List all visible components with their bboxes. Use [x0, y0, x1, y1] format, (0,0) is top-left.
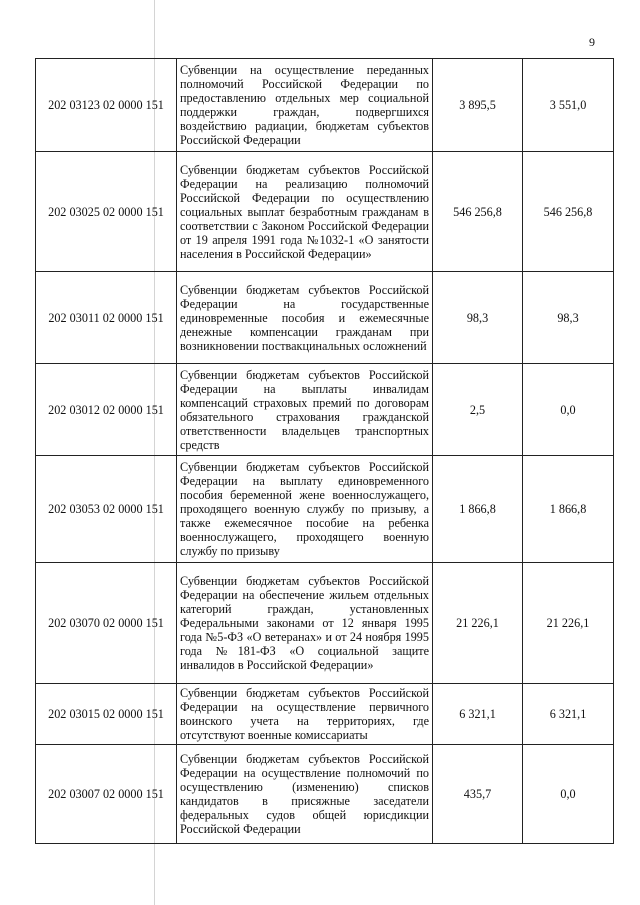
amount-2: 21 226,1 [523, 563, 614, 684]
amount-2: 0,0 [523, 745, 614, 844]
budget-code: 202 03011 02 0000 151 [36, 272, 177, 364]
budget-code: 202 03070 02 0000 151 [36, 563, 177, 684]
table-row [36, 59, 614, 152]
amount-2: 3 551,0 [523, 59, 614, 152]
budget-code: 202 03015 02 0000 151 [36, 684, 177, 745]
page-number: 9 [589, 35, 595, 49]
amount-2: 98,3 [523, 272, 614, 364]
description: Субвенции бюджетам субъектов Российской Федерации на реализацию полномочий Российской Федерации по осуществлению социальных выплат безработным гражданам в соответствии с Законом Российской Федерации от 19 апреля 1991 года №1032-1 «О занятости населения в Российской Федерации» [177, 152, 433, 272]
amount-2: 546 256,8 [523, 152, 614, 272]
amount-1: 98,3 [433, 272, 523, 364]
description: Субвенции бюджетам субъектов Российской Федерации на обеспечение жильем отдельных категорий граждан, установленных Федеральными законами от 12 января 1995 года №5-ФЗ «О ветеранах» и от 24 ноября 1995 года №181-ФЗ «О социальной защите инвалидов в Российской Федерации» [177, 563, 433, 684]
table-row [36, 456, 614, 563]
budget-code: 202 03025 02 0000 151 [36, 152, 177, 272]
budget-code: 202 03053 02 0000 151 [36, 456, 177, 563]
amount-2: 6 321,1 [523, 684, 614, 745]
table-row [36, 745, 614, 844]
description: Субвенции бюджетам субъектов Российской Федерации на осуществление полномочий по осуществлению (изменению) списков кандидатов в присяжные заседатели федеральных судов общей юрисдикции Российской Федерации [177, 745, 433, 844]
table-row [36, 684, 614, 745]
amount-1: 546 256,8 [433, 152, 523, 272]
amount-1: 1 866,8 [433, 456, 523, 563]
description: Субвенции бюджетам субъектов Российской Федерации на выплату единовременного пособия беременной жене военнослужащего, проходящего военную службу по призыву, а также ежемесячное пособие на ребенка военнослужащего, проходящего военную службу по призыву [177, 456, 433, 563]
description: Субвенции бюджетам субъектов Российской Федерации на государственные единовременные пособия и ежемесячные денежные компенсации гражданам при возникновении поствакцинальных осложнений [177, 272, 433, 364]
table-row [36, 364, 614, 456]
description: Субвенции на осуществление переданных полномочий Российской Федерации по предоставлению отдельных мер социальной поддержки граждан, подвергшихся воздействию радиации, бюджетам субъектов Российской Федерации [177, 59, 433, 152]
budget-code: 202 03012 02 0000 151 [36, 364, 177, 456]
description: Субвенции бюджетам субъектов Российской Федерации на выплаты инвалидам компенсаций страховых премий по договорам обязательного страхования гражданской ответственности владельцев транспортных средств [177, 364, 433, 456]
table-row [36, 152, 614, 272]
amount-1: 6 321,1 [433, 684, 523, 745]
description: Субвенции бюджетам субъектов Российской Федерации на осуществление первичного воинского учета на территориях, где отсутствуют военные комиссариаты [177, 684, 433, 745]
amount-2: 0,0 [523, 364, 614, 456]
amount-1: 21 226,1 [433, 563, 523, 684]
budget-code: 202 03123 02 0000 151 [36, 59, 177, 152]
amount-1: 435,7 [433, 745, 523, 844]
table-row [36, 563, 614, 684]
amount-1: 2,5 [433, 364, 523, 456]
amount-2: 1 866,8 [523, 456, 614, 563]
table-row [36, 272, 614, 364]
budget-table [35, 58, 614, 844]
budget-code: 202 03007 02 0000 151 [36, 745, 177, 844]
amount-1: 3 895,5 [433, 59, 523, 152]
